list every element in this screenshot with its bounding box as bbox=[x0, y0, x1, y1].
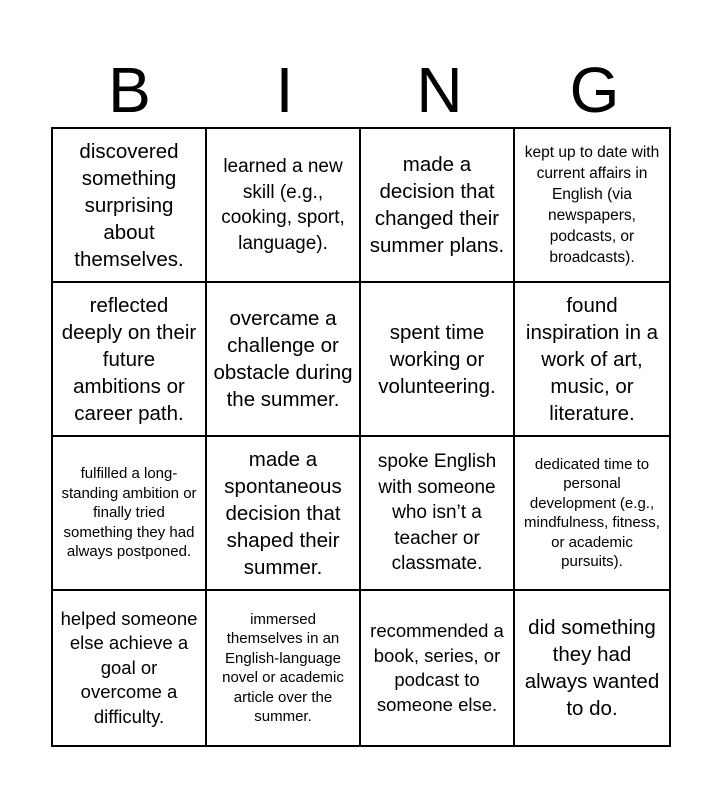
bingo-cell-r4-c3[interactable] bbox=[361, 591, 515, 745]
bingo-cell-r3-c3[interactable] bbox=[361, 437, 515, 591]
bingo-cell-text: discovered something surprising about themselves. bbox=[74, 139, 184, 271]
bingo-cell-text: helped someone else achieve a goal or overcome a difficulty. bbox=[60, 607, 198, 727]
header-letter-b: B bbox=[108, 54, 151, 126]
bingo-cell-text: made a spontaneous decision that shaped their summer. bbox=[224, 447, 342, 579]
bingo-cell-text: kept up to date with current affairs in English (via newspapers, podcasts, or broadcasts). bbox=[524, 144, 660, 266]
bingo-cell-text: learned a new skill (e.g., cooking, sport, language). bbox=[221, 156, 345, 254]
bingo-cell-text: dedicated time to personal development (e.g., mindfulness, fitness, or academic pursuits). bbox=[524, 455, 660, 570]
bingo-header bbox=[52, 52, 672, 128]
bingo-cell-r1-c3[interactable] bbox=[361, 129, 515, 283]
bingo-cell-r2-c1[interactable] bbox=[53, 283, 207, 437]
bingo-cell-text: spoke English with someone who isn’t a teacher or classmate. bbox=[377, 451, 497, 575]
bingo-cell-r1-c1[interactable] bbox=[53, 129, 207, 283]
bingo-cell-r1-c4[interactable] bbox=[515, 129, 669, 283]
header-letter-i: I bbox=[275, 54, 294, 126]
header-letter-g: G bbox=[569, 54, 620, 126]
bingo-cell-r3-c1[interactable] bbox=[53, 437, 207, 591]
bingo-cell-text: did something they had always wanted to do. bbox=[524, 616, 660, 720]
bingo-cell-text: reflected deeply on their future ambitions or career path. bbox=[61, 293, 197, 425]
bingo-cell-r1-c2[interactable] bbox=[207, 129, 361, 283]
bingo-cell-r3-c4[interactable] bbox=[515, 437, 669, 591]
bingo-cell-r3-c2[interactable] bbox=[207, 437, 361, 591]
bingo-cell-text: recommended a book, series, or podcast to someone else. bbox=[370, 620, 504, 715]
bingo-board bbox=[51, 127, 671, 747]
bingo-cell-r2-c4[interactable] bbox=[515, 283, 669, 437]
bingo-cell-r2-c2[interactable] bbox=[207, 283, 361, 437]
bingo-cell-text: spent time working or volunteering. bbox=[378, 320, 496, 398]
bingo-cell-r4-c4[interactable] bbox=[515, 591, 669, 745]
bingo-cell-text: fulfilled a long-standing ambition or finally tried something they had always postponed. bbox=[61, 465, 197, 561]
bingo-cell-text: made a decision that changed their summer plans. bbox=[369, 153, 505, 257]
bingo-cell-r4-c1[interactable] bbox=[53, 591, 207, 745]
bingo-cell-text: found inspiration in a work of art, music, or literature. bbox=[525, 293, 659, 425]
bingo-cell-r4-c2[interactable] bbox=[207, 591, 361, 745]
bingo-cell-text: overcame a challenge or obstacle during the summer. bbox=[213, 307, 353, 411]
bingo-cell-r2-c3[interactable] bbox=[361, 283, 515, 437]
bingo-cell-text: immersed themselves in an English-language novel or academic article over the summer. bbox=[222, 610, 344, 725]
header-letter-n: N bbox=[416, 54, 463, 126]
